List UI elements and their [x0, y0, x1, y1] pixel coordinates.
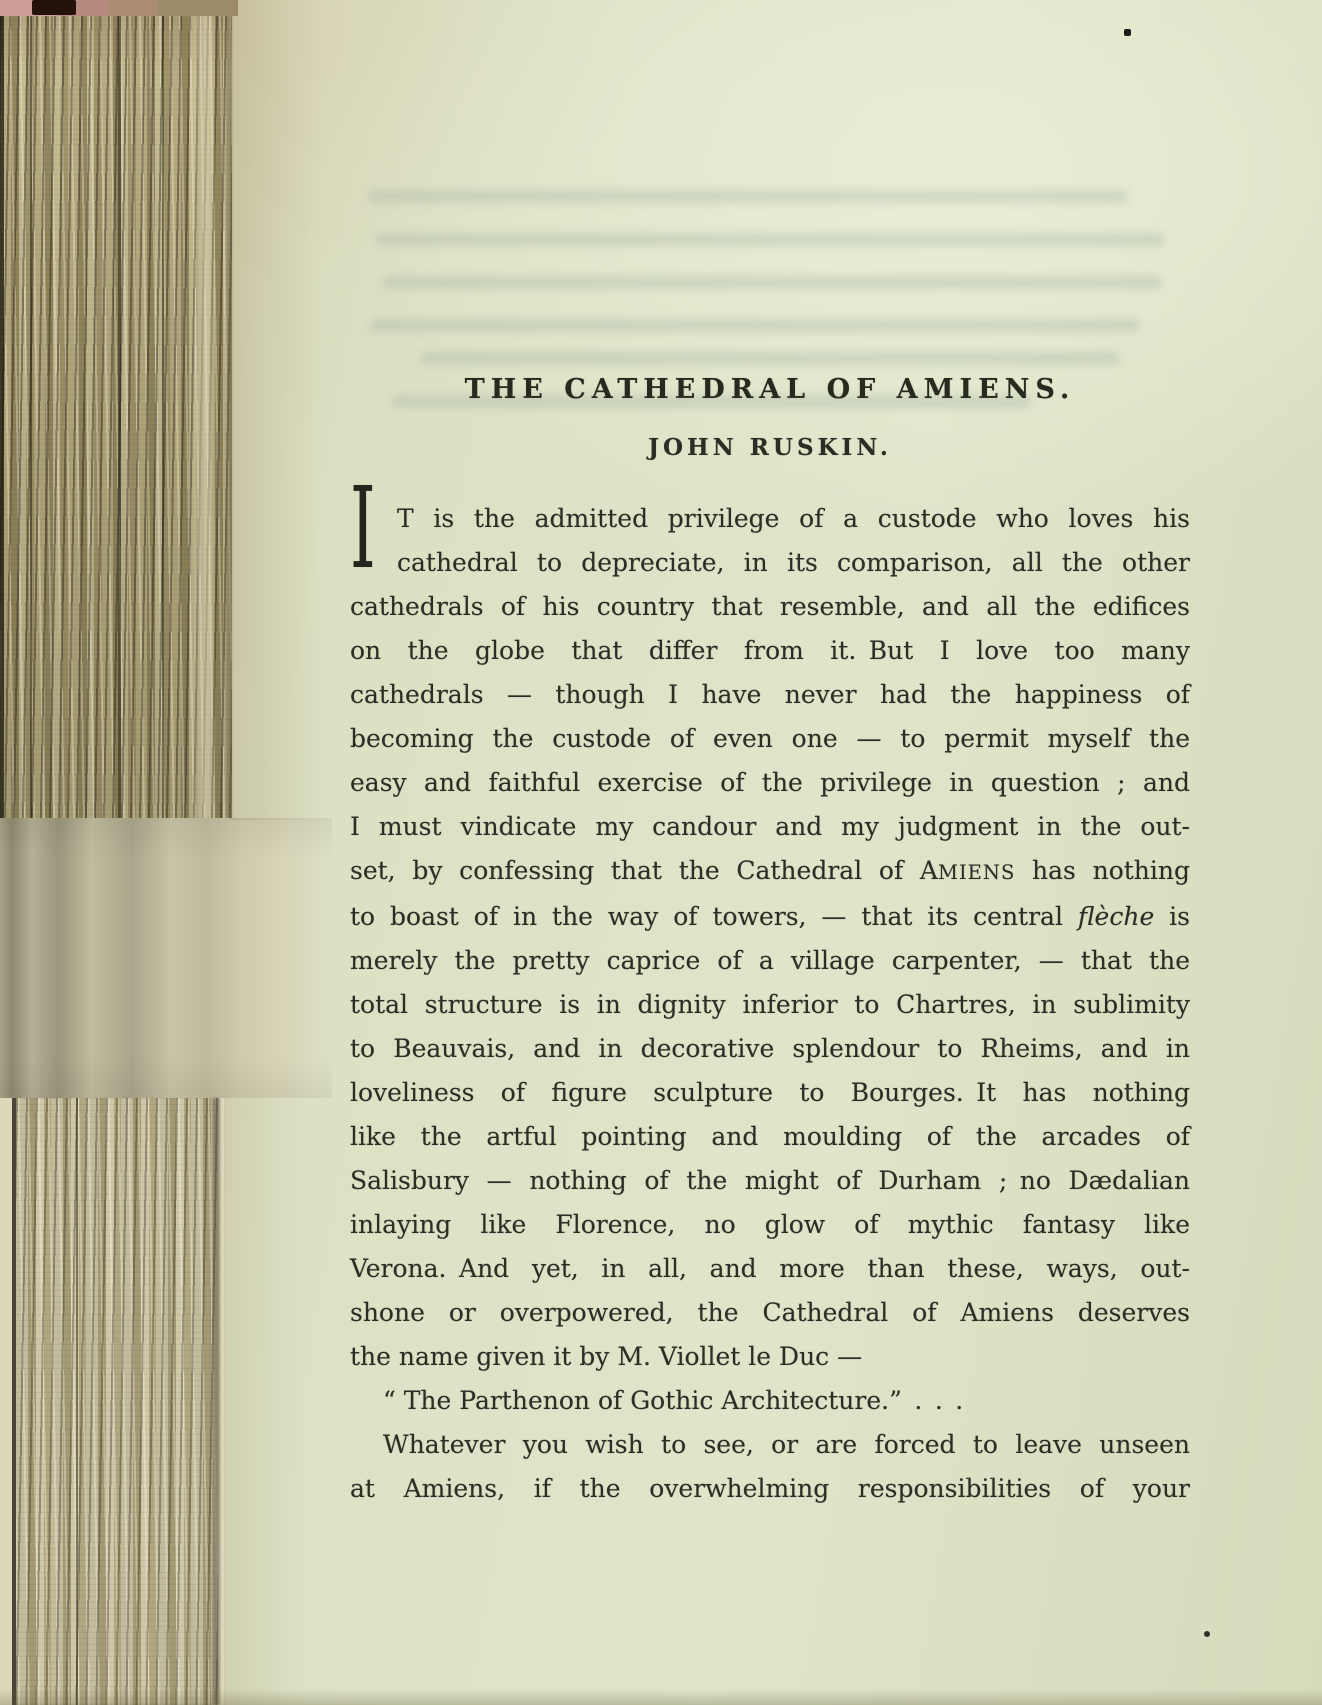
text-line	[350, 585, 1190, 629]
text-segment: Salisbury — nothing of the might of Durham ; no Dædalian	[350, 1166, 1190, 1195]
text-segment: merely the pretty caprice of a village carpenter, — that the	[350, 946, 1190, 975]
text-line	[350, 1379, 1190, 1423]
text-segment: on the globe that differ from it. But I love too many	[350, 636, 1190, 665]
text-segment: the name given it by M. Viollet le Duc —	[350, 1342, 863, 1371]
text-line	[350, 1423, 1190, 1467]
text-segment: cathedrals of his country that resemble, and all the edifices	[350, 592, 1190, 621]
text-line	[350, 849, 1190, 895]
page-title: THE CATHEDRAL OF AMIENS.	[464, 374, 1076, 405]
text-segment: to Beauvais, and in decorative splendour to Rheims, and in	[350, 1034, 1190, 1063]
text-line	[350, 497, 1190, 541]
text-line	[350, 1335, 1190, 1379]
text-segment: loveliness of figure sculpture to Bourges. It has nothing	[350, 1078, 1190, 1107]
text-segment-smallcaps: MIENS	[937, 861, 1016, 884]
text-segment: Whatever you wish to see, or are forced to leave unseen	[383, 1430, 1190, 1459]
showthrough-line	[375, 233, 1165, 246]
ink-speck-bottom	[1204, 1631, 1210, 1637]
page-author: JOHN RUSKIN.	[648, 434, 892, 461]
text-segment: easy and faithful exercise of the privilege in question ; and	[350, 768, 1190, 797]
text-segment: like the artful pointing and moulding of the arcades of	[350, 1122, 1190, 1151]
text-line	[350, 761, 1190, 805]
text-line	[350, 1247, 1190, 1291]
dropcap-letter: I	[350, 464, 376, 594]
text-segment: inlaying like Florence, no glow of mythic fantasy like	[350, 1210, 1190, 1239]
text-segment: to boast of in the way of towers, — that its central	[350, 902, 1078, 931]
ink-speck-top	[1124, 29, 1131, 36]
text-line	[350, 1071, 1190, 1115]
text-segment: “ The Parthenon of Gothic Architecture.” . . .	[383, 1386, 964, 1415]
text-segment: cathedrals — though I have never had the happiness of	[350, 680, 1190, 709]
text-line	[350, 1159, 1190, 1203]
text-segment: T is the admitted privilege of a custode who loves his	[397, 504, 1190, 533]
text-segment: I must vindicate my candour and my judgment in the out-	[350, 812, 1190, 841]
text-segment: cathedral to depreciate, in its comparison, all the other	[397, 548, 1190, 577]
scan-bottom-shadow	[0, 1689, 1322, 1705]
showthrough-line	[370, 319, 1140, 332]
text-line	[350, 983, 1190, 1027]
body-text	[350, 464, 1190, 1511]
text-line	[350, 673, 1190, 717]
text-segment-italic: flèche	[1077, 902, 1155, 931]
text-segment: becoming the custode of even one — to permit myself the	[350, 724, 1190, 753]
text-line	[350, 1115, 1190, 1159]
text-line	[350, 895, 1190, 939]
showthrough-line	[420, 352, 1120, 365]
showthrough-line	[368, 190, 1128, 203]
text-line	[350, 939, 1190, 983]
text-segment: total structure is in dignity inferior to Chartres, in sublimity	[350, 990, 1190, 1019]
text-line	[350, 805, 1190, 849]
text-line	[350, 1027, 1190, 1071]
text-line	[350, 717, 1190, 761]
text-line	[350, 1291, 1190, 1335]
text-segment: shone or overpowered, the Cathedral of Amiens deserves	[350, 1298, 1190, 1327]
text-segment: set, by confessing that the Cathedral of A	[350, 856, 938, 885]
text-segment: at Amiens, if the overwhelming responsibilities of your	[350, 1474, 1190, 1503]
showthrough-line	[382, 276, 1162, 289]
text-line	[350, 629, 1190, 673]
text-segment: Verona. And yet, in all, and more than these, ways, out-	[350, 1254, 1190, 1283]
page-text-column	[350, 370, 1190, 1511]
text-line	[350, 541, 1190, 585]
text-segment: is	[1154, 902, 1190, 931]
text-line	[350, 1467, 1190, 1511]
text-segment: has nothing	[1015, 856, 1190, 885]
text-line	[350, 1203, 1190, 1247]
body-text-lines	[350, 497, 1190, 1511]
